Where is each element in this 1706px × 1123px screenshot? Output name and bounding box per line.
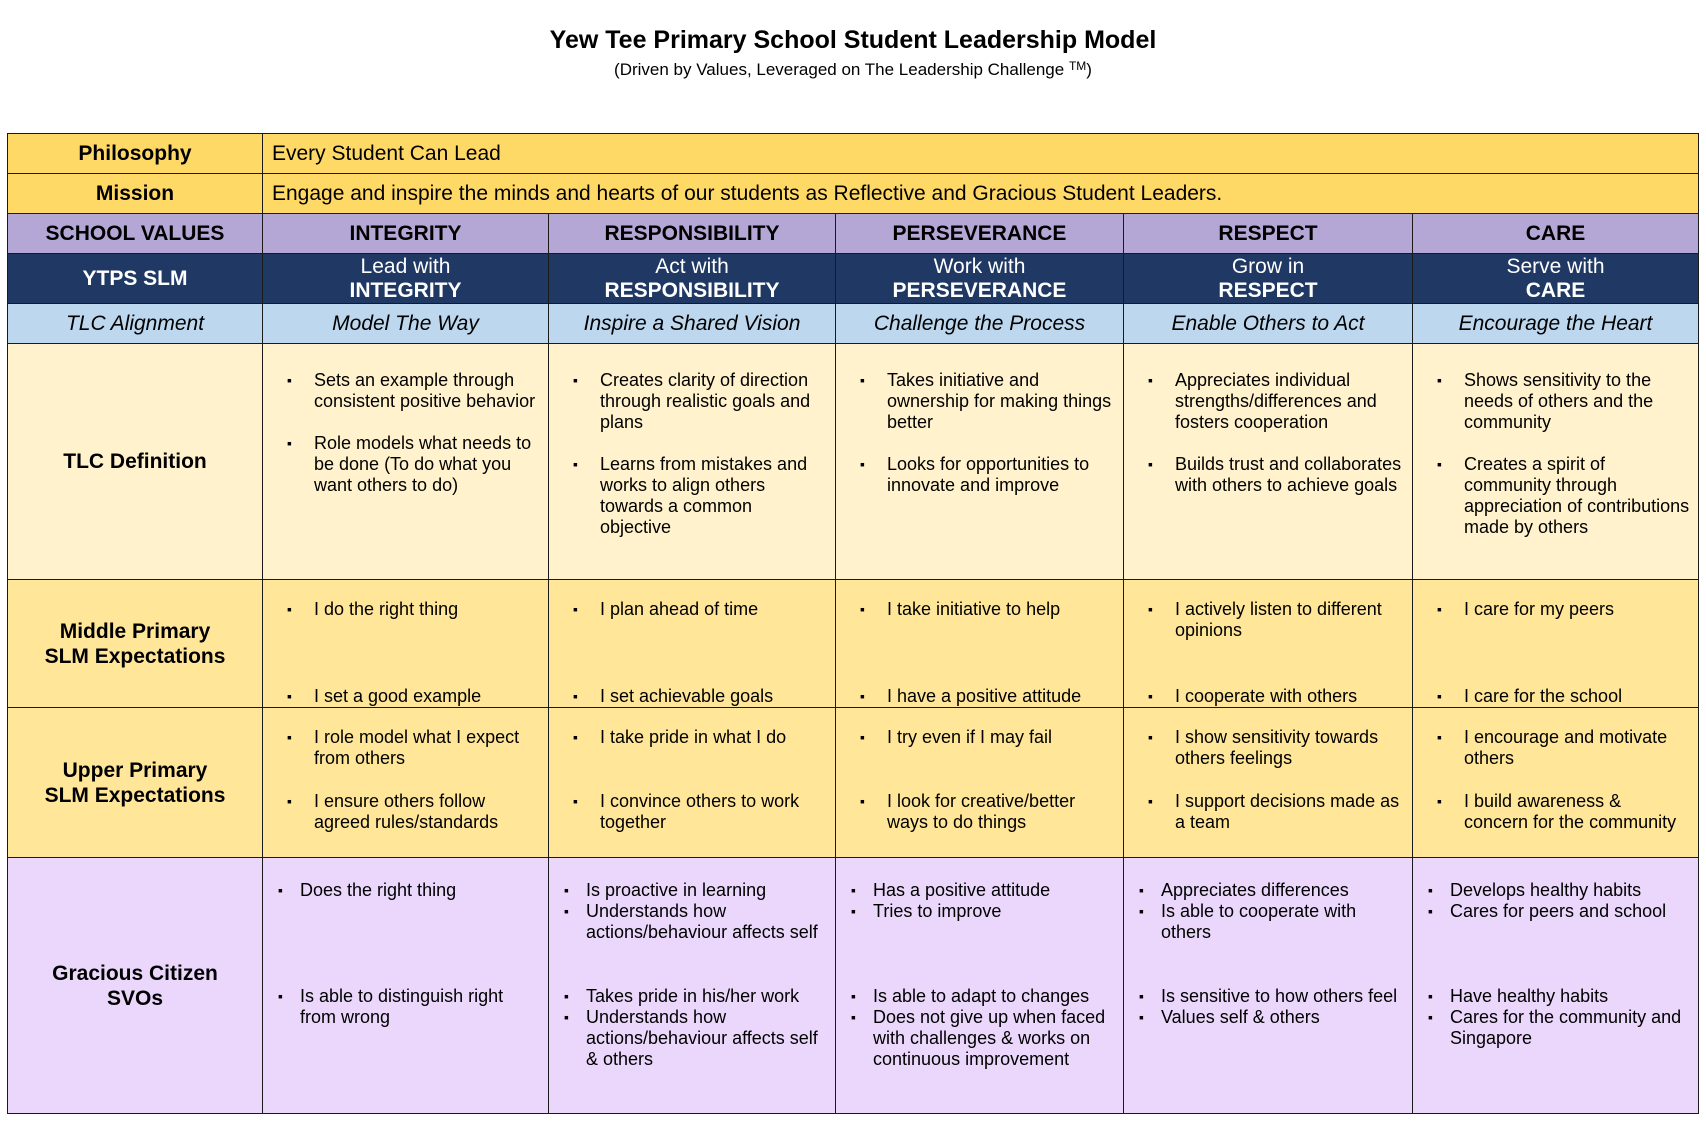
list-item: ▪ Sets an example through consistent positive behavior bbox=[314, 370, 540, 412]
school-values-label: SCHOOL VALUES bbox=[8, 214, 263, 254]
ytps-slm-row bbox=[8, 254, 1699, 304]
document-title: Yew Tee Primary School Student Leadership Model bbox=[549, 26, 1157, 54]
upper-perseverance bbox=[836, 708, 1124, 858]
list-item: ▪ Is able to adapt to changes bbox=[873, 986, 1117, 1007]
list-item: ▪ Does the right thing bbox=[300, 880, 542, 901]
slm-respect: Grow in RESPECT bbox=[1124, 254, 1413, 304]
tlc-definition-label: TLC Definition bbox=[8, 344, 263, 580]
list-item: ▪ I role model what I expect from others bbox=[314, 727, 540, 769]
list-item: ▪ Understands how actions/behaviour affects self bbox=[586, 901, 829, 943]
school-values-row bbox=[8, 214, 1699, 254]
philosophy-value: Every Student Can Lead bbox=[263, 134, 1699, 174]
definition-integrity bbox=[263, 344, 549, 580]
list-item: ▪ Develops healthy habits bbox=[1450, 880, 1692, 901]
list-item: ▪ I care for my peers bbox=[1464, 599, 1690, 620]
list-item: ▪ Cares for the community and Singapore bbox=[1450, 1007, 1692, 1049]
list-item: ▪ Appreciates individual strengths/differences and fosters cooperation bbox=[1175, 370, 1404, 433]
list-item: ▪ I take initiative to help bbox=[887, 599, 1115, 620]
list-item: ▪ I take pride in what I do bbox=[600, 727, 827, 748]
list-item: ▪ Tries to improve bbox=[873, 901, 1117, 922]
svo-integrity bbox=[263, 858, 549, 1114]
list-item: ▪ I have a positive attitude bbox=[887, 686, 1115, 707]
list-item: ▪ Creates clarity of direction through realistic goals and plans bbox=[600, 370, 827, 433]
upper-care bbox=[1413, 708, 1699, 858]
list-item: ▪ Cares for peers and school bbox=[1450, 901, 1692, 922]
svo-care bbox=[1413, 858, 1699, 1114]
document-header bbox=[0, 24, 1706, 80]
gracious-citizen-row bbox=[8, 858, 1699, 1114]
list-item: ▪ Takes pride in his/her work bbox=[586, 986, 829, 1007]
philosophy-row bbox=[8, 134, 1699, 174]
svo-perseverance bbox=[836, 858, 1124, 1114]
tlc-responsibility: Inspire a Shared Vision bbox=[549, 304, 836, 344]
list-item: ▪ Appreciates differences bbox=[1161, 880, 1406, 901]
value-perseverance: PERSEVERANCE bbox=[836, 214, 1124, 254]
ytps-slm-label: YTPS SLM bbox=[8, 254, 263, 304]
slm-perseverance: Work with PERSEVERANCE bbox=[836, 254, 1124, 304]
upper-integrity bbox=[263, 708, 549, 858]
list-item: ▪ Shows sensitivity to the needs of others and the community bbox=[1464, 370, 1690, 433]
tlc-alignment-label: TLC Alignment bbox=[8, 304, 263, 344]
tlc-care: Encourage the Heart bbox=[1413, 304, 1699, 344]
list-item: ▪ Is able to distinguish right from wrong bbox=[300, 986, 542, 1028]
philosophy-label: Philosophy bbox=[8, 134, 263, 174]
list-item: ▪ I ensure others follow agreed rules/standards bbox=[314, 791, 540, 833]
middle-care bbox=[1413, 580, 1699, 708]
leadership-model-table bbox=[7, 133, 1699, 1114]
list-item: ▪ I cooperate with others bbox=[1175, 686, 1404, 707]
mission-row bbox=[8, 174, 1699, 214]
list-item: ▪ Values self & others bbox=[1161, 1007, 1406, 1028]
list-item: ▪ I look for creative/better ways to do things bbox=[887, 791, 1115, 833]
gracious-citizen-label: Gracious Citizen SVOs bbox=[8, 858, 263, 1114]
list-item: ▪ I try even if I may fail bbox=[887, 727, 1115, 748]
middle-integrity bbox=[263, 580, 549, 708]
tlc-integrity: Model The Way bbox=[263, 304, 549, 344]
slm-care: Serve with CARE bbox=[1413, 254, 1699, 304]
value-respect: RESPECT bbox=[1124, 214, 1413, 254]
list-item: ▪ Role models what needs to be done (To do what you want others to do) bbox=[314, 433, 540, 496]
list-item: ▪ Is proactive in learning bbox=[586, 880, 829, 901]
list-item: ▪ I convince others to work together bbox=[600, 791, 827, 833]
list-item: ▪ Is sensitive to how others feel bbox=[1161, 986, 1406, 1007]
list-item: ▪ Is able to cooperate with others bbox=[1161, 901, 1406, 943]
tlc-respect: Enable Others to Act bbox=[1124, 304, 1413, 344]
svo-respect bbox=[1124, 858, 1413, 1114]
list-item: ▪ Have healthy habits bbox=[1450, 986, 1692, 1007]
list-item: ▪ I build awareness & concern for the community bbox=[1464, 791, 1690, 833]
list-item: ▪ I set a good example bbox=[314, 686, 540, 707]
definition-responsibility bbox=[549, 344, 836, 580]
document-subtitle: (Driven by Values, Leveraged on The Leadership Challenge ™) bbox=[614, 59, 1092, 79]
list-item: ▪ Looks for opportunities to innovate and improve bbox=[887, 454, 1115, 496]
tlc-perseverance: Challenge the Process bbox=[836, 304, 1124, 344]
definition-care bbox=[1413, 344, 1699, 580]
value-integrity: INTEGRITY bbox=[263, 214, 549, 254]
list-item: ▪ Learns from mistakes and works to align others towards a common objective bbox=[600, 454, 827, 538]
list-item: ▪ I show sensitivity towards others feelings bbox=[1175, 727, 1404, 769]
list-item: ▪ Takes initiative and ownership for making things better bbox=[887, 370, 1115, 433]
value-care: CARE bbox=[1413, 214, 1699, 254]
tlc-alignment-row bbox=[8, 304, 1699, 344]
list-item: ▪ I support decisions made as a team bbox=[1175, 791, 1404, 833]
list-item: ▪ Has a positive attitude bbox=[873, 880, 1117, 901]
middle-primary-label: Middle Primary SLM Expectations bbox=[8, 580, 263, 708]
middle-respect bbox=[1124, 580, 1413, 708]
slm-responsibility: Act with RESPONSIBILITY bbox=[549, 254, 836, 304]
list-item: ▪ I set achievable goals bbox=[600, 686, 827, 707]
upper-responsibility bbox=[549, 708, 836, 858]
mission-value: Engage and inspire the minds and hearts of our students as Reflective and Gracious Student Leaders. bbox=[263, 174, 1699, 214]
definition-perseverance bbox=[836, 344, 1124, 580]
middle-primary-row bbox=[8, 580, 1699, 708]
list-item: ▪ I care for the school bbox=[1464, 686, 1690, 707]
upper-primary-label: Upper Primary SLM Expectations bbox=[8, 708, 263, 858]
value-responsibility: RESPONSIBILITY bbox=[549, 214, 836, 254]
list-item: ▪ Builds trust and collaborates with others to achieve goals bbox=[1175, 454, 1404, 496]
trademark-mark: TM bbox=[1068, 59, 1087, 73]
list-item: ▪ I plan ahead of time bbox=[600, 599, 827, 620]
middle-responsibility bbox=[549, 580, 836, 708]
list-item: ▪ I do the right thing bbox=[314, 599, 540, 620]
middle-perseverance bbox=[836, 580, 1124, 708]
upper-primary-row bbox=[8, 708, 1699, 858]
list-item: ▪ I actively listen to different opinions bbox=[1175, 599, 1404, 641]
list-item: ▪ Understands how actions/behaviour affects self & others bbox=[586, 1007, 829, 1070]
list-item: ▪ I encourage and motivate others bbox=[1464, 727, 1690, 769]
definition-respect bbox=[1124, 344, 1413, 580]
list-item: ▪ Creates a spirit of community through appreciation of contributions made by others bbox=[1464, 454, 1690, 538]
slm-integrity: Lead with INTEGRITY bbox=[263, 254, 549, 304]
list-item: ▪ Does not give up when faced with challenges & works on continuous improvement bbox=[873, 1007, 1117, 1070]
upper-respect bbox=[1124, 708, 1413, 858]
svo-responsibility bbox=[549, 858, 836, 1114]
tlc-definition-row bbox=[8, 344, 1699, 580]
mission-label: Mission bbox=[8, 174, 263, 214]
